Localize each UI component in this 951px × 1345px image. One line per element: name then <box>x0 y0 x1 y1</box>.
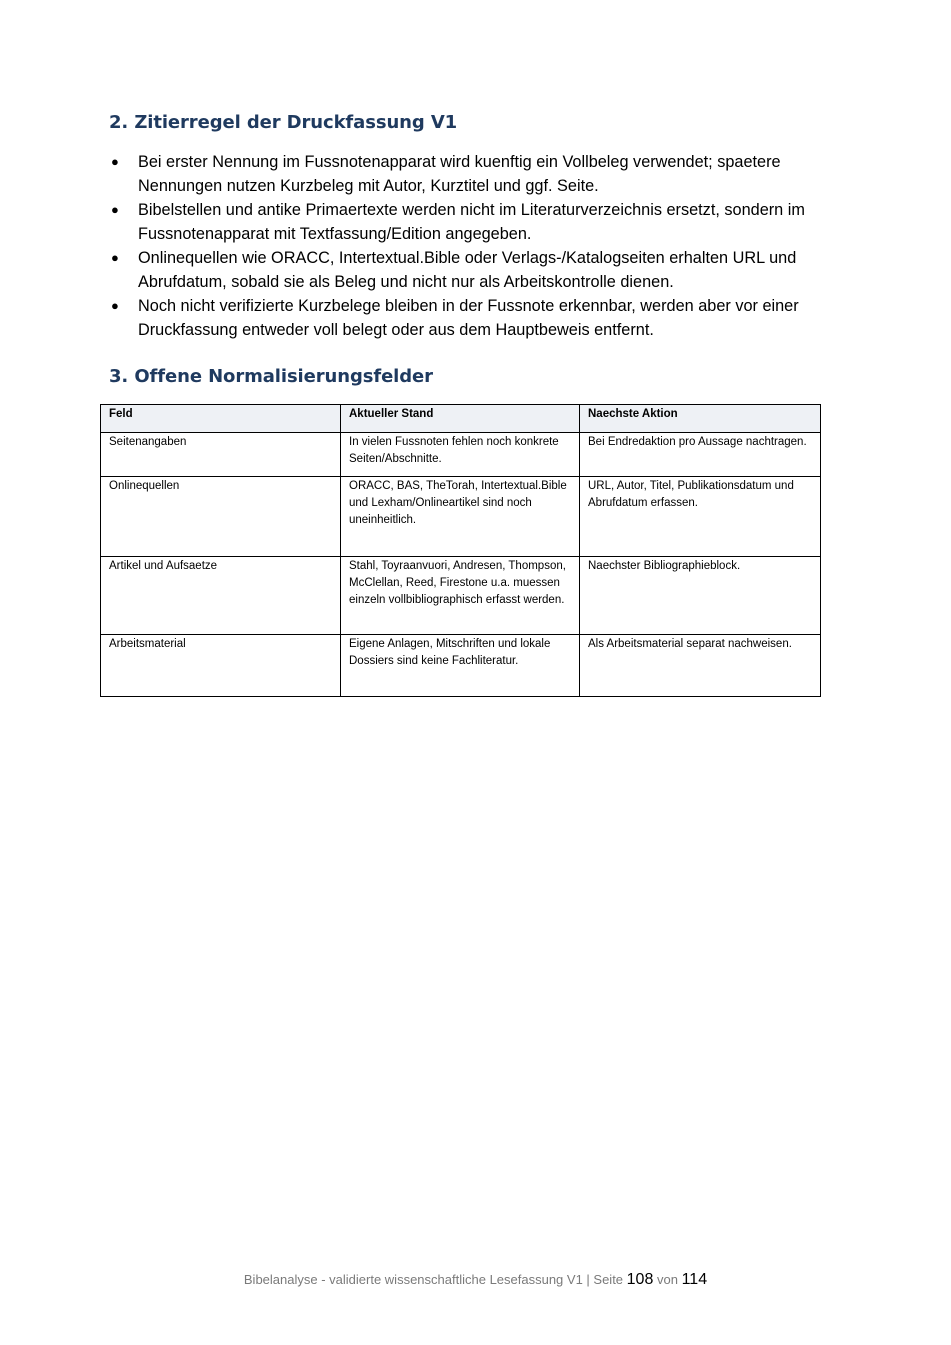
page-footer <box>0 1271 951 1289</box>
page-number: 108 <box>626 1271 654 1288</box>
list-item <box>109 150 844 198</box>
section-heading: 3. Offene Normalisierungsfelder <box>109 366 433 387</box>
column-header: Feld <box>101 405 341 433</box>
table-cell: In vielen Fussnoten fehlen noch konkrete Seiten/Abschnitte. <box>341 433 580 477</box>
table-cell: ORACC, BAS, TheTorah, Intertextual.Bible und Lexham/Onlineartikel sind noch uneinheitlich. <box>341 477 580 557</box>
table-cell: Seitenangaben <box>101 433 341 477</box>
table-row <box>101 635 821 697</box>
bullet-icon: ● <box>111 298 119 313</box>
bullet-icon: ● <box>111 154 119 169</box>
column-header: Aktueller Stand <box>341 405 580 433</box>
bullet-icon: ● <box>111 202 119 217</box>
list-item-text: Bibelstellen und antike Primaertexte werden nicht im Literaturverzeichnis ersetzt, sondern im Fussnotenapparat mit Textfassung/Edition angegeben. <box>138 201 805 243</box>
bullet-icon: ● <box>111 250 119 265</box>
list-item-text: Onlinequellen wie ORACC, Intertextual.Bible oder Verlags-/Katalogseiten erhalten URL und Abrufdatum, sobald sie als Beleg und nicht nur als Arbeitskontrolle dienen. <box>138 249 797 291</box>
table-row <box>101 433 821 477</box>
table-cell: Artikel und Aufsaetze <box>101 557 341 635</box>
footer-text: Bibelanalyse - validierte wissenschaftliche Lesefassung V1 | Seite <box>243 1272 624 1287</box>
table-cell: Eigene Anlagen, Mitschriften und lokale Dossiers sind keine Fachliteratur. <box>341 635 580 697</box>
table-cell: Naechster Bibliographieblock. <box>580 557 821 635</box>
column-header: Naechste Aktion <box>580 405 821 433</box>
table-cell: Stahl, Toyraanvuori, Andresen, Thompson, McClellan, Reed, Firestone u.a. muessen einzeln vollbibliographisch erfasst werden. <box>341 557 580 635</box>
list-item <box>109 294 844 342</box>
page-total: 114 <box>681 1271 708 1288</box>
list-item-text: Bei erster Nennung im Fussnotenapparat wird kuenftig ein Vollbeleg verwendet; spaetere Nennungen nutzen Kurzbeleg mit Autor, Kurztitel und ggf. Seite. <box>138 153 781 195</box>
list-item-text: Noch nicht verifizierte Kurzbelege bleiben in der Fussnote erkennbar, werden aber vor einer Druckfassung entweder voll belegt oder aus dem Hauptbeweis entfernt. <box>138 297 799 339</box>
table-cell: Bei Endredaktion pro Aussage nachtragen. <box>580 433 821 477</box>
table-header-row <box>101 405 821 433</box>
table-cell: Als Arbeitsmaterial separat nachweisen. <box>580 635 821 697</box>
table-cell: Onlinequellen <box>101 477 341 557</box>
table-row <box>101 477 821 557</box>
table-row <box>101 557 821 635</box>
list-item <box>109 198 844 246</box>
table-cell: URL, Autor, Titel, Publikationsdatum und Abrufdatum erfassen. <box>580 477 821 557</box>
normalization-table <box>100 404 821 697</box>
table-cell: Arbeitsmaterial <box>101 635 341 697</box>
citation-rules-list <box>109 150 844 342</box>
list-item <box>109 246 844 294</box>
footer-of-label: von <box>656 1272 678 1287</box>
section-heading: 2. Zitierregel der Druckfassung V1 <box>109 112 458 133</box>
